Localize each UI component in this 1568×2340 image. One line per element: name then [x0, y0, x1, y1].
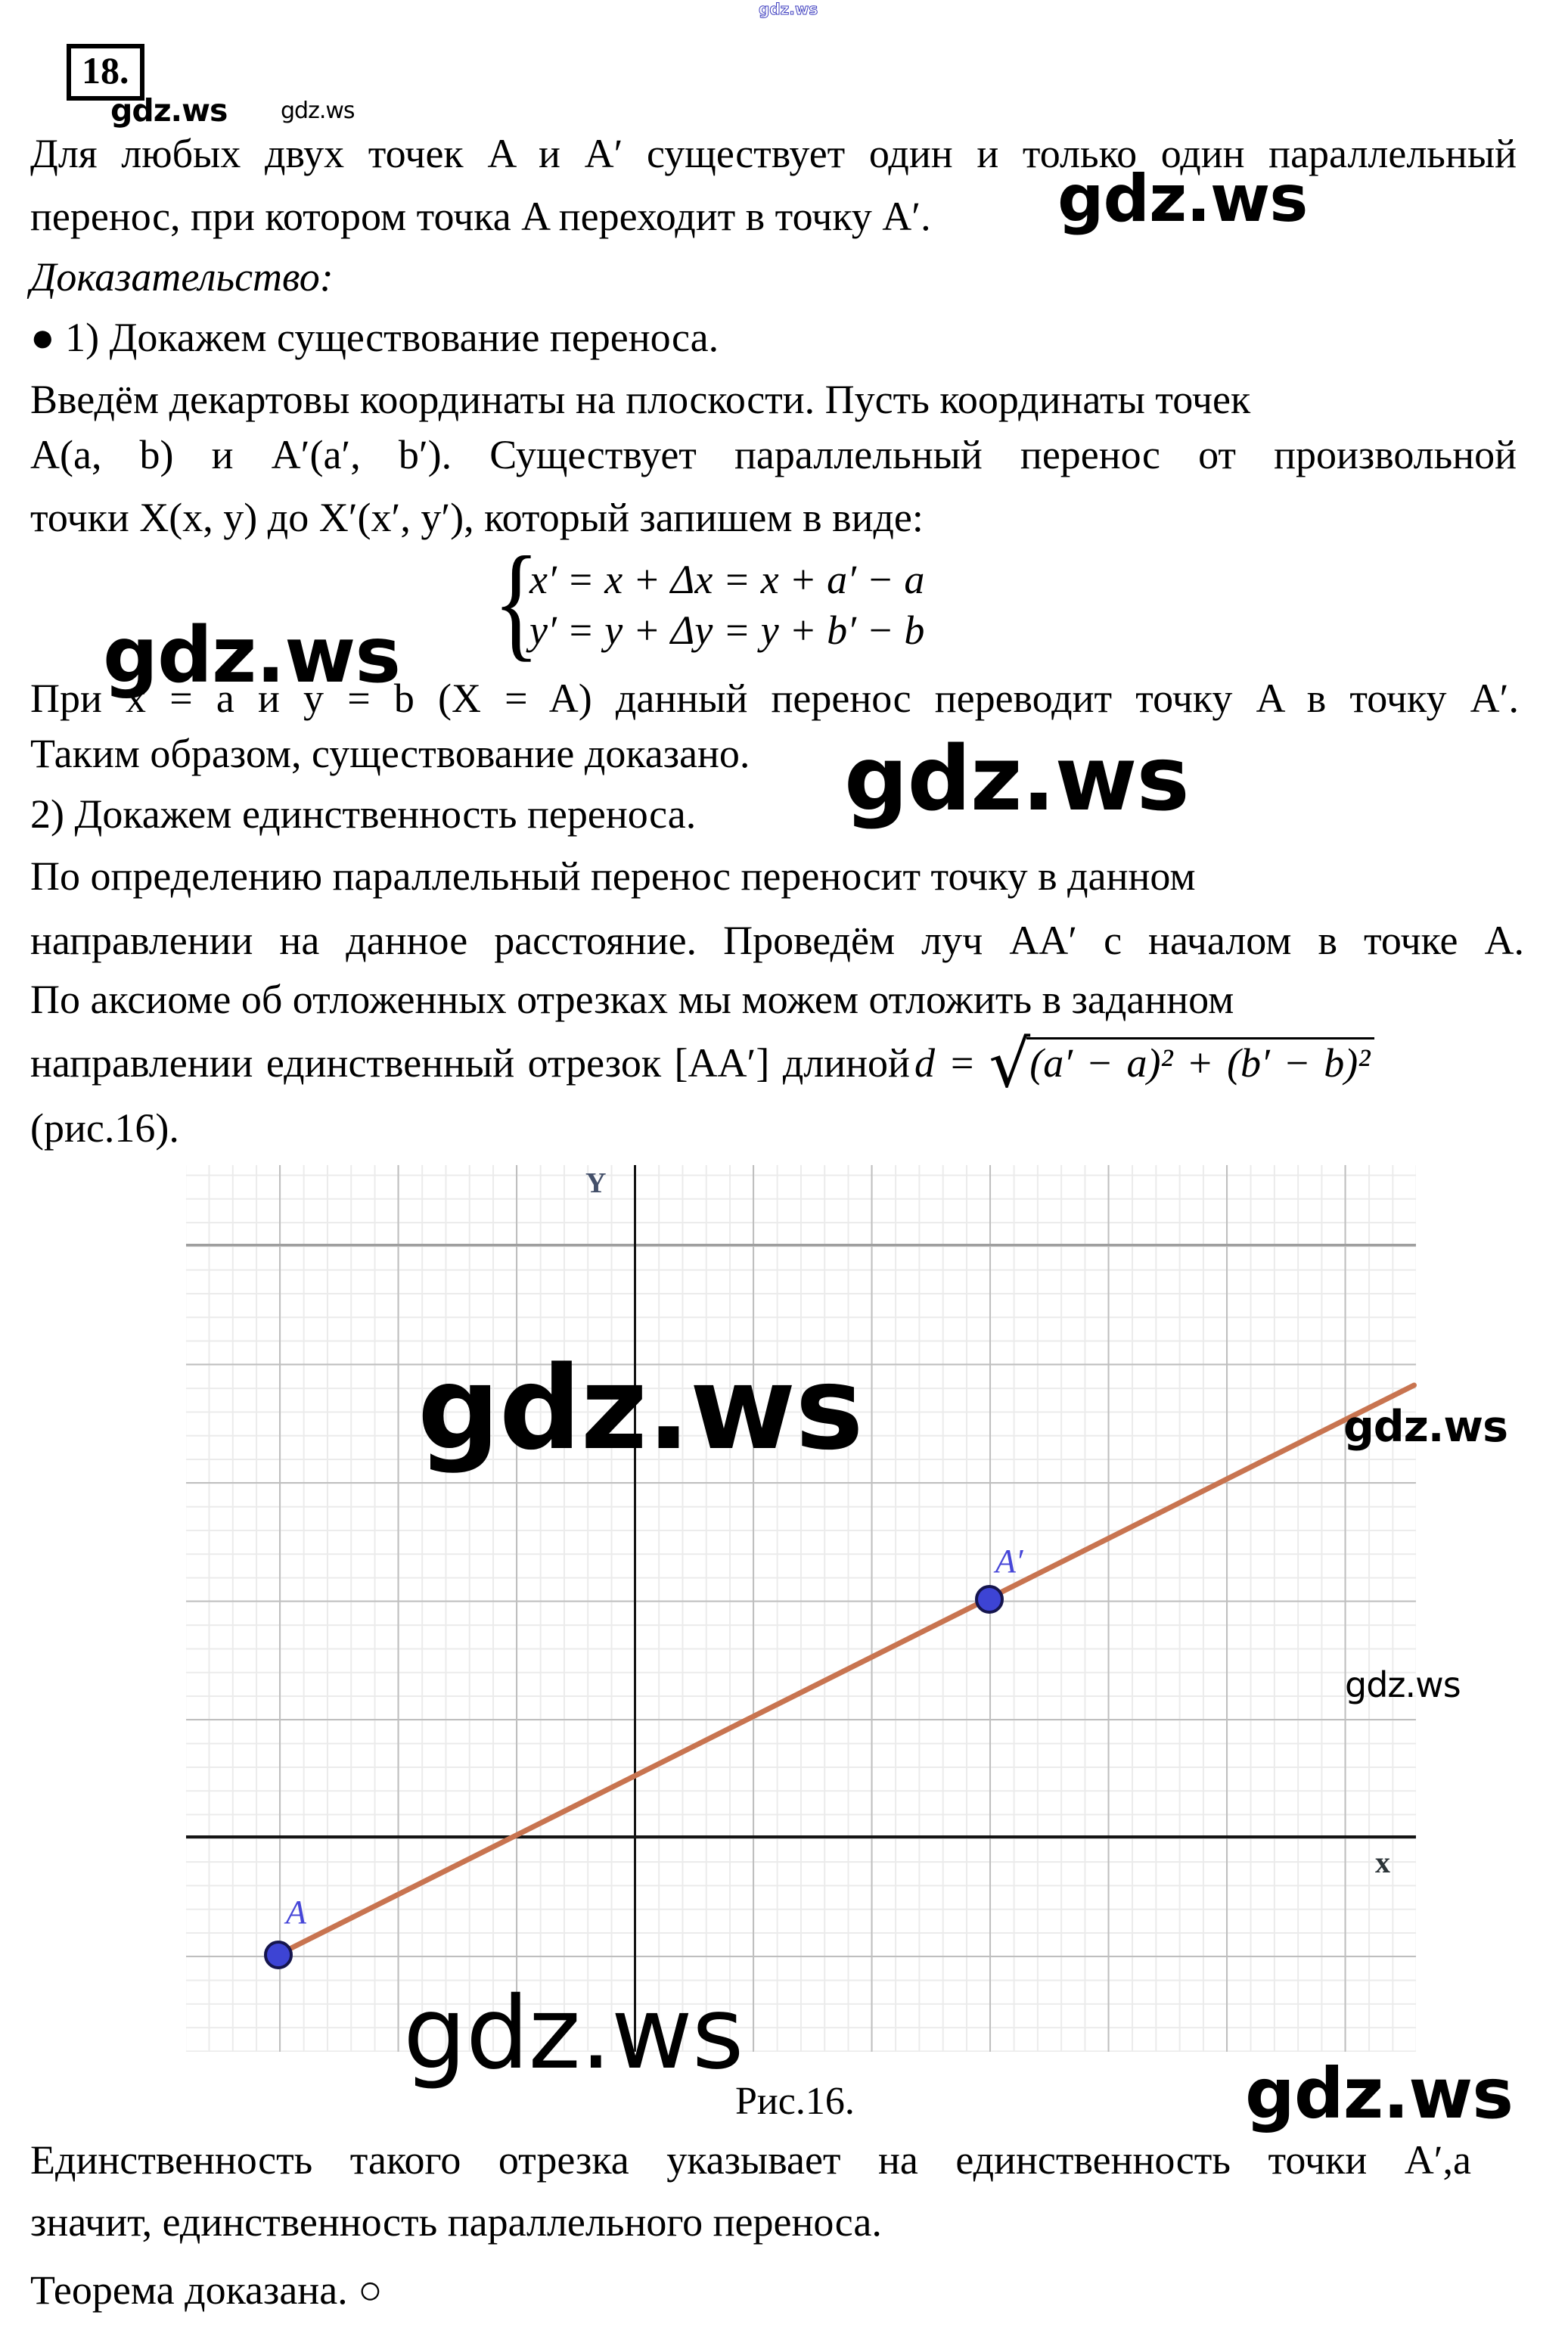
watermark-header-2: gdz.ws	[281, 98, 355, 124]
text-line-9: При x = a и y = b (X = A) данный перенос переводит точку A в точку A′.	[30, 676, 1519, 721]
equation-y: y′ = y + Δy = y + b′ − b	[529, 608, 925, 653]
x-axis	[186, 1835, 1416, 1838]
point-a	[264, 1941, 293, 1969]
watermark-figure-big: gdz.ws	[418, 1341, 863, 1475]
segment-length-text: направлении единственный отрезок [AA′] длиной	[30, 1040, 910, 1086]
figure-16-plot	[186, 1165, 1416, 2052]
point-a-label: A	[286, 1894, 306, 1931]
point-a-prime-label: A′	[995, 1543, 1023, 1580]
gridline-emphasized	[186, 1244, 1416, 1246]
text-line-12: По определению параллельный перенос переносит точку в данном	[30, 853, 1196, 899]
text-line-7: точки X(x, y) до X′(x′, y′), который запишем в виде:	[30, 495, 924, 540]
distance-variable: d =	[914, 1040, 976, 1086]
watermark-bottom-right: gdz.ws	[1245, 2053, 1513, 2134]
system-brace: {	[493, 530, 540, 673]
watermark-mid-right: gdz.ws	[844, 726, 1189, 831]
y-axis-label: Y	[585, 1167, 607, 1199]
watermark-figure-bottom: gdz.ws	[403, 1975, 744, 2092]
watermark-figure-right-1: gdz.ws	[1343, 1402, 1508, 1452]
text-line-1: Для любых двух точек A и A′ существует один и только один параллельный	[30, 131, 1517, 176]
point-a-prime	[975, 1585, 1004, 1614]
text-line-18: Единственность такого отрезка указывает на единственность точки A′,а	[30, 2137, 1471, 2183]
figure-reference: (рис.16).	[30, 1105, 179, 1151]
y-axis	[634, 1165, 636, 2052]
watermark-line-2: gdz.ws	[1057, 161, 1308, 237]
text-line-4: ● 1) Докажем существование переноса.	[30, 315, 719, 360]
equation-x: x′ = x + Δx = x + a′ − a	[529, 557, 925, 602]
text-line-2: перенос, при котором точка A переходит в точку A′.	[30, 194, 931, 239]
text-line-11: 2) Докажем единственность переноса.	[30, 791, 697, 837]
text-line-13: направлении на данное расстояние. Проведём луч AA′ с началом в точке A.	[30, 918, 1524, 963]
problem-number: 18.	[82, 49, 129, 92]
text-line-5: Введём декартовы координаты на плоскости. Пусть координаты точек	[30, 377, 1251, 422]
theorem-proved-line: Теорема доказана. ○	[30, 2267, 383, 2313]
watermark-header-1: gdz.ws	[110, 92, 228, 129]
figure-caption: Рис.16.	[735, 2080, 855, 2123]
radical-sign: √	[989, 1027, 1027, 1102]
watermark-figure-right-2: gdz.ws	[1345, 1664, 1461, 1705]
text-line-14: По аксиоме об отложенных отрезках мы можем отложить в заданном	[30, 977, 1234, 1022]
text-line-6: A(a, b) и A′(a′, b′). Существует параллельный перенос от произвольной	[30, 432, 1517, 477]
radicand-expression: (a′ − a)² + (b′ − b)²	[1026, 1037, 1374, 1086]
watermark-mid-left: gdz.ws	[103, 611, 401, 701]
text-line-19: значит, единственность параллельного переноса.	[30, 2199, 882, 2245]
x-axis-label: x	[1375, 1845, 1390, 1879]
text-line-15	[30, 1027, 1374, 1102]
text-line-10: Таким образом, существование доказано.	[30, 731, 750, 776]
proof-heading: Доказательство:	[30, 254, 334, 300]
watermark-top: gdz.ws	[759, 0, 818, 18]
